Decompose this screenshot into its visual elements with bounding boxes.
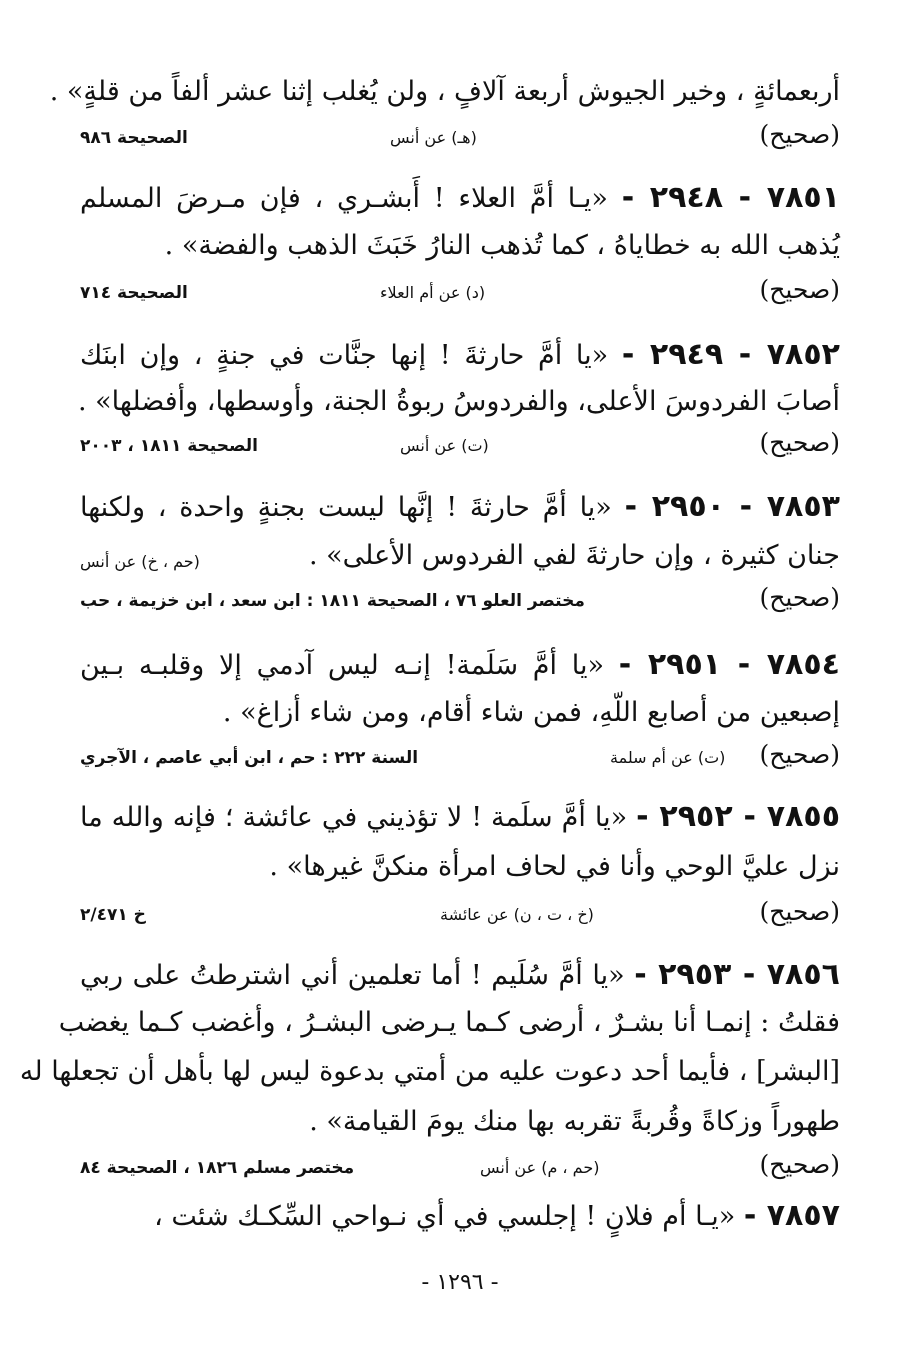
hadith-text: جنان كثيرة ، وإن حارثةَ لفي الفردوس الأعلى» . — [308, 540, 840, 571]
hadith-number: ٧٨٥٦ - ٢٩٥٣ - — [634, 957, 840, 992]
reference-label: الصحيحة ٧١٤ — [80, 283, 188, 303]
hadith-text: «يا أمَّ سلَمة ! لا تؤذيني في عائشة ؛ فإنه والله ما — [80, 802, 628, 833]
hadith-text: «يا أمَّ سُلَيم ! أما تعلمين أني اشترطتُ على ربي — [80, 960, 625, 991]
hadith-number: ٧٨٥٥ - ٢٩٥٢ - — [636, 799, 841, 834]
reference-label: السنة ٢٢٢ : حم ، ابن أبي عاصم ، الآجري — [80, 748, 419, 768]
hadith-number: ٧٨٥٢ - ٢٩٤٩ - — [621, 337, 840, 372]
hadith-number: ٧٨٥٤ - ٢٩٥١ - — [618, 647, 840, 682]
hadith-line — [80, 645, 840, 686]
hadith-text: «يـا أمَّ العلاء ! أَبشـري ، فإن مـرضَ المسلم — [80, 183, 608, 214]
hadith-line — [80, 955, 840, 996]
text-line: أربعمائةٍ ، وخير الجيوش أربعة آلافٍ ، ولن يُغلب إثنا عشر ألفاً من قلةٍ» . — [49, 76, 840, 107]
text-line: نزل عليَّ الوحي وأنا في لحاف امرأة منكنَّ غيرها» . — [269, 851, 840, 882]
attribution-row — [80, 583, 840, 623]
grade-label: (صحيح) — [759, 428, 840, 457]
reference-label: خ ٢/٤٧١ — [80, 905, 146, 925]
attribution-row — [80, 1150, 840, 1190]
grade-label: (صحيح) — [759, 897, 840, 926]
source-label: (حم ، خ) عن أنس — [80, 552, 200, 571]
source-label: (هـ) عن أنس — [390, 128, 477, 147]
hadith-line — [80, 797, 840, 838]
source-label: (ت) عن أنس — [400, 436, 489, 455]
text-line: فقلتُ : إنمـا أنا بشـرٌ ، أرضى كـما يـرضى البشـرُ ، وأغضب كـما يغضب — [58, 1007, 840, 1038]
hadith-line — [80, 335, 840, 376]
hadith-line — [80, 487, 840, 528]
hadith-line — [80, 1196, 840, 1237]
source-label: (د) عن أم العلاء — [380, 283, 486, 302]
text-line: أصابَ الفردوسَ الأعلى، والفردوسُ ربوةُ الجنة، وأوسطها، وأفضلها» . — [78, 386, 840, 417]
grade-label: (صحيح) — [759, 1150, 840, 1179]
text-line: [البشر] ، فأيما أحد دعوت عليه من أمتي بدعوة ليس لها بأهل أن تجعلها له — [19, 1056, 840, 1087]
hadith-text: «يا أمَّ حارثةَ ! إنَّها ليست بجنةٍ واحدة ، ولكنها — [80, 492, 612, 523]
reference-label: الصحيحة ٩٨٦ — [80, 128, 188, 148]
grade-label: (صحيح) — [759, 583, 840, 612]
hadith-number: ٧٨٥٧ - — [743, 1198, 840, 1233]
hadith-text: «يـا أم فلانٍ ! إجلسي في أي نـواحي السِّكـك شئت ، — [154, 1201, 736, 1232]
hadith-line — [80, 178, 840, 219]
text-line: إصبعين من أصابع اللّهِ، فمن شاء أقام، ومن شاء أزاغ» . — [222, 697, 840, 728]
reference-label: مختصر مسلم ١٨٢٦ ، الصحيحة ٨٤ — [80, 1158, 355, 1178]
hadith-text: «يا أمَّ حارثةَ ! إنها جنَّات في جنةٍ ، وإن ابنَك — [80, 340, 609, 371]
attribution-row — [80, 428, 840, 468]
reference-label: الصحيحة ١٨١١ ، ٢٠٠٣ — [80, 436, 258, 456]
text-line — [80, 536, 840, 576]
grade-label: (صحيح) — [759, 740, 840, 769]
attribution-row — [80, 120, 840, 160]
source-label: (ت) عن أم سلمة — [610, 748, 726, 767]
hadith-text: «يا أمَّ سَلَمة! إنـه ليس آدمي إلا وقلبـه بـين — [80, 650, 605, 681]
attribution-row — [80, 897, 840, 937]
grade-label: (صحيح) — [759, 275, 840, 304]
source-label: (حم ، م) عن أنس — [480, 1158, 600, 1177]
page-number: - ١٢٩٦ - — [421, 1270, 499, 1295]
hadith-number: ٧٨٥٣ - ٢٩٥٠ - — [624, 489, 840, 524]
hadith-number: ٧٨٥١ - ٢٩٤٨ - — [621, 180, 841, 215]
text-line: يُذهب الله به خطاياهُ ، كما تُذهب النارُ خَبَثَ الذهب والفضة» . — [164, 230, 840, 261]
reference-label: مختصر العلو ٧٦ ، الصحيحة ١٨١١ : ابن سعد ، ابن خزيمة ، حب — [80, 591, 585, 611]
source-label: (خ ، ت ، ن) عن عائشة — [440, 905, 594, 924]
attribution-row — [80, 275, 840, 315]
text-line: طهوراً وزكاةً وقُربةً تقربه بها منك يومَ القيامة» . — [309, 1106, 840, 1137]
grade-label: (صحيح) — [759, 120, 840, 149]
attribution-row — [80, 740, 840, 780]
